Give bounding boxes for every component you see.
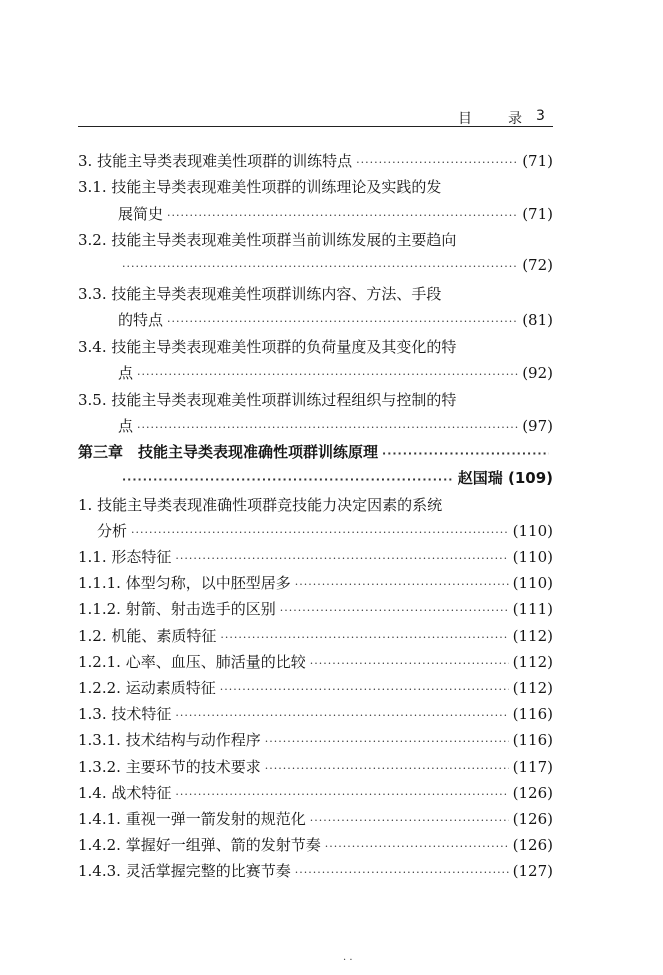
footer-mark: · · <box>343 955 353 966</box>
toc-entry <box>78 494 553 518</box>
toc-leader-dots <box>167 209 518 222</box>
toc-entry-page: (116) <box>512 705 553 723</box>
toc-entry-title: 1.4.1. 重视一弹一箭发射的规范化 <box>78 810 306 828</box>
toc-entry <box>78 834 553 858</box>
toc-entry-continuation <box>118 309 553 333</box>
toc-entry-title: 分析 <box>97 522 128 540</box>
toc-entry-page: (112) <box>512 679 553 697</box>
toc-entry <box>78 808 553 832</box>
toc-entry-title: 3. 技能主导类表现难美性项群的训练特点 <box>78 152 353 170</box>
toc-entry <box>78 176 553 200</box>
toc-leader-dots <box>122 260 518 273</box>
toc-chapter-author-page: 赵国瑞 (109) <box>457 469 553 487</box>
toc-leader-dots <box>356 156 518 169</box>
toc-entry-page: (126) <box>512 784 553 802</box>
toc-entry-title: 展简史 <box>118 205 164 223</box>
toc-entry-page: (112) <box>512 653 553 671</box>
toc-entry <box>78 598 553 622</box>
toc-entry <box>78 677 553 701</box>
toc-leader-dots <box>167 315 518 328</box>
toc-leader-dots <box>310 814 509 827</box>
toc-entry-page: (110) <box>512 574 553 592</box>
toc-entry-title: 3.4. 技能主导类表现难美性项群的负荷量度及其变化的特 <box>78 338 457 356</box>
toc-entry-title: 1.3.2. 主要环节的技术要求 <box>78 758 261 776</box>
toc-entry-title: 1.1.2. 射箭、射击选手的区别 <box>78 600 276 618</box>
toc-entry-title: 1.2.1. 心率、血压、肺活量的比较 <box>78 653 306 671</box>
toc-entry-page: (126) <box>512 810 553 828</box>
toc-entry-title: 1.2.2. 运动素质特征 <box>78 679 216 697</box>
toc-leader-dots <box>175 709 508 722</box>
toc-entry-page: (72) <box>522 256 553 274</box>
toc-entry-page: (110) <box>512 548 553 566</box>
toc-leader-dots <box>280 604 509 617</box>
toc-entry-page: (117) <box>512 758 553 776</box>
header-label-lu: 录 <box>508 111 522 127</box>
toc-entry-page: (81) <box>522 311 553 329</box>
toc-entry-page: (110) <box>512 522 553 540</box>
toc-entry <box>78 150 553 174</box>
toc-entry-continuation <box>118 203 553 227</box>
toc-entry-title: 1.2. 机能、素质特征 <box>78 627 217 645</box>
header-page-number: 3 <box>536 108 545 124</box>
toc-leader-dots <box>265 735 509 748</box>
toc-entry-title: 点 <box>118 417 134 435</box>
toc-chapter-continuation <box>118 467 553 491</box>
toc-entry-page: (126) <box>512 836 553 854</box>
toc-entry <box>78 729 553 753</box>
toc-entry <box>78 625 553 649</box>
toc-entry <box>78 756 553 780</box>
toc-entry-title: 点 <box>118 364 134 382</box>
toc-entry <box>78 860 553 884</box>
toc-leader-dots <box>175 788 508 801</box>
toc-leader-dots <box>310 657 509 670</box>
toc-entry-title: 3.2. 技能主导类表现难美性项群当前训练发展的主要趋向 <box>78 231 457 249</box>
toc-leader-dots <box>137 368 518 381</box>
toc-entry-page: (97) <box>522 417 553 435</box>
toc-entry-page: (71) <box>522 205 553 223</box>
toc-entry-continuation <box>118 256 553 280</box>
toc-entry <box>78 703 553 727</box>
toc-entry-title: 1.1. 形态特征 <box>78 548 172 566</box>
toc-entry-continuation <box>118 362 553 386</box>
toc-entry-title: 1. 技能主导类表现准确性项群竞技能力决定因素的系统 <box>78 496 443 514</box>
running-header <box>78 104 553 128</box>
toc-leader-dots <box>220 683 509 696</box>
toc-entry-title: 的特点 <box>118 311 164 329</box>
toc-entry-title: 1.4.2. 掌握好一组弹、箭的发射节奏 <box>78 836 321 854</box>
toc-leader-dots <box>175 552 508 565</box>
header-rule <box>78 126 553 127</box>
toc-entry <box>78 336 553 360</box>
toc-leader-dots <box>137 421 518 434</box>
toc-leader-dots <box>325 840 509 853</box>
toc-entry <box>78 651 553 675</box>
toc-entry-title: 3.1. 技能主导类表现难美性项群的训练理论及实践的发 <box>78 178 442 196</box>
toc-leader-dots <box>220 631 508 644</box>
toc-entry <box>78 572 553 596</box>
toc-entry-continuation <box>118 415 553 439</box>
toc-entry-continuation <box>97 520 553 544</box>
toc-entry-title: 1.3. 技术特征 <box>78 705 172 723</box>
toc-entry-title: 1.3.1. 技术结构与动作程序 <box>78 731 261 749</box>
toc-entry <box>78 283 553 307</box>
toc-entry-page: (71) <box>522 152 553 170</box>
toc-entry-title: 1.4. 战术特征 <box>78 784 172 802</box>
toc-entry-title: 3.5. 技能主导类表现难美性项群训练过程组织与控制的特 <box>78 391 457 409</box>
toc-entry-title: 1.4.3. 灵活掌握完整的比赛节奏 <box>78 862 291 880</box>
toc-entry-title: 1.1.1. 体型匀称，以中胚型居多 <box>78 574 291 592</box>
toc-leader-dots <box>122 473 454 486</box>
toc-chapter-title: 第三章 技能主导类表现准确性项群训练原理 <box>78 443 379 461</box>
toc-entry-page: (111) <box>512 600 553 618</box>
toc-leader-dots <box>295 578 509 591</box>
toc-chapter-entry <box>78 441 553 465</box>
toc-entry <box>78 782 553 806</box>
toc-entry-page: (116) <box>512 731 553 749</box>
toc-entry-page: (92) <box>522 364 553 382</box>
toc-entry <box>78 389 553 413</box>
toc-entry-page: (127) <box>512 862 553 880</box>
toc-leader-dots <box>265 762 509 775</box>
toc-leader-dots <box>382 447 549 460</box>
toc-leader-dots <box>131 526 509 539</box>
toc-entry <box>78 546 553 570</box>
toc-entry <box>78 229 553 253</box>
toc-entry-title: 3.3. 技能主导类表现难美性项群训练内容、方法、手段 <box>78 285 442 303</box>
toc-leader-dots <box>295 866 509 879</box>
header-label-mu: 目 <box>458 111 472 127</box>
toc-entry-page: (112) <box>512 627 553 645</box>
